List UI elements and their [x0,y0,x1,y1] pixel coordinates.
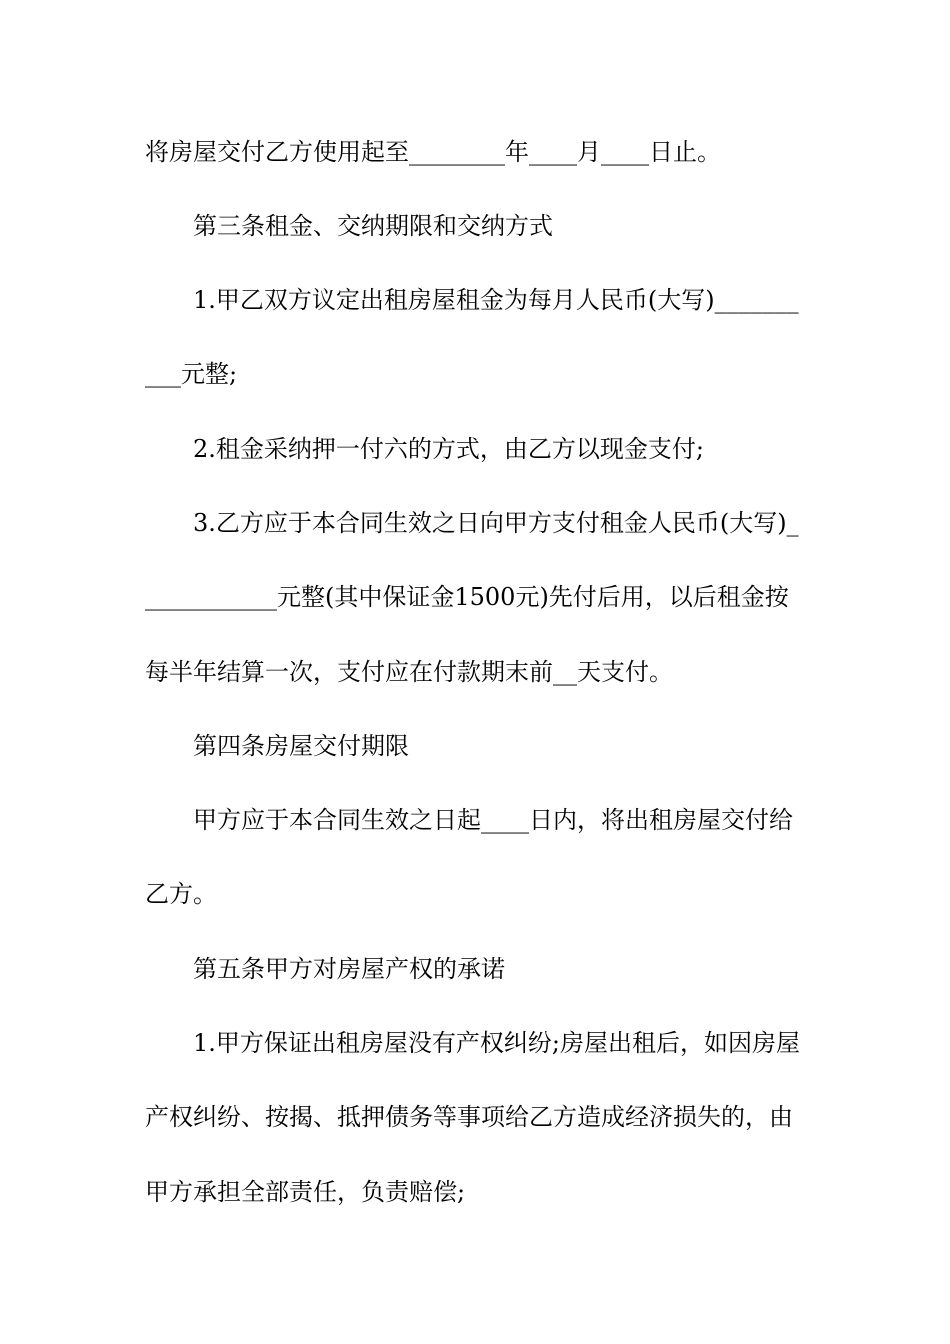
text-line-term-end: 将房屋交付乙方使用起至________年____月____日止。 [145,138,721,166]
text-line-ownership-liability: 甲方承担全部责任，负责赔偿; [145,1178,466,1206]
text-line-payment-method: 2.租金采纳押一付六的方式，由乙方以现金支付; [193,435,704,463]
text-line-initial-payment-cont: ___________元整(其中保证金1500元)先付后用，以后租金按 [145,583,789,611]
section-heading-article-3: 第三条租金、交纳期限和交纳方式 [193,212,553,240]
text-line-ownership-guarantee-cont: 产权纠纷、按揭、抵押债务等事项给乙方造成经济损失的，由 [145,1103,793,1131]
text-line-rent-amount-cont: ___元整; [145,360,238,388]
section-heading-article-5: 第五条甲方对房屋产权的承诺 [193,955,505,983]
text-line-payment-schedule: 每半年结算一次，支付应在付款期末前__天支付。 [145,658,673,686]
text-line-rent-amount: 1.甲乙双方议定出租房屋租金为每月人民币(大写)_______ [193,286,799,314]
text-line-handover-cont: 乙方。 [145,880,217,908]
text-line-initial-payment: 3.乙方应于本合同生效之日向甲方支付租金人民币(大写)_ [193,509,799,537]
text-line-handover: 甲方应于本合同生效之日起____日内，将出租房屋交付给 [193,806,793,834]
text-line-ownership-guarantee: 1.甲方保证出租房屋没有产权纠纷;房屋出租后，如因房屋 [193,1029,800,1057]
section-heading-article-4: 第四条房屋交付期限 [193,732,409,760]
